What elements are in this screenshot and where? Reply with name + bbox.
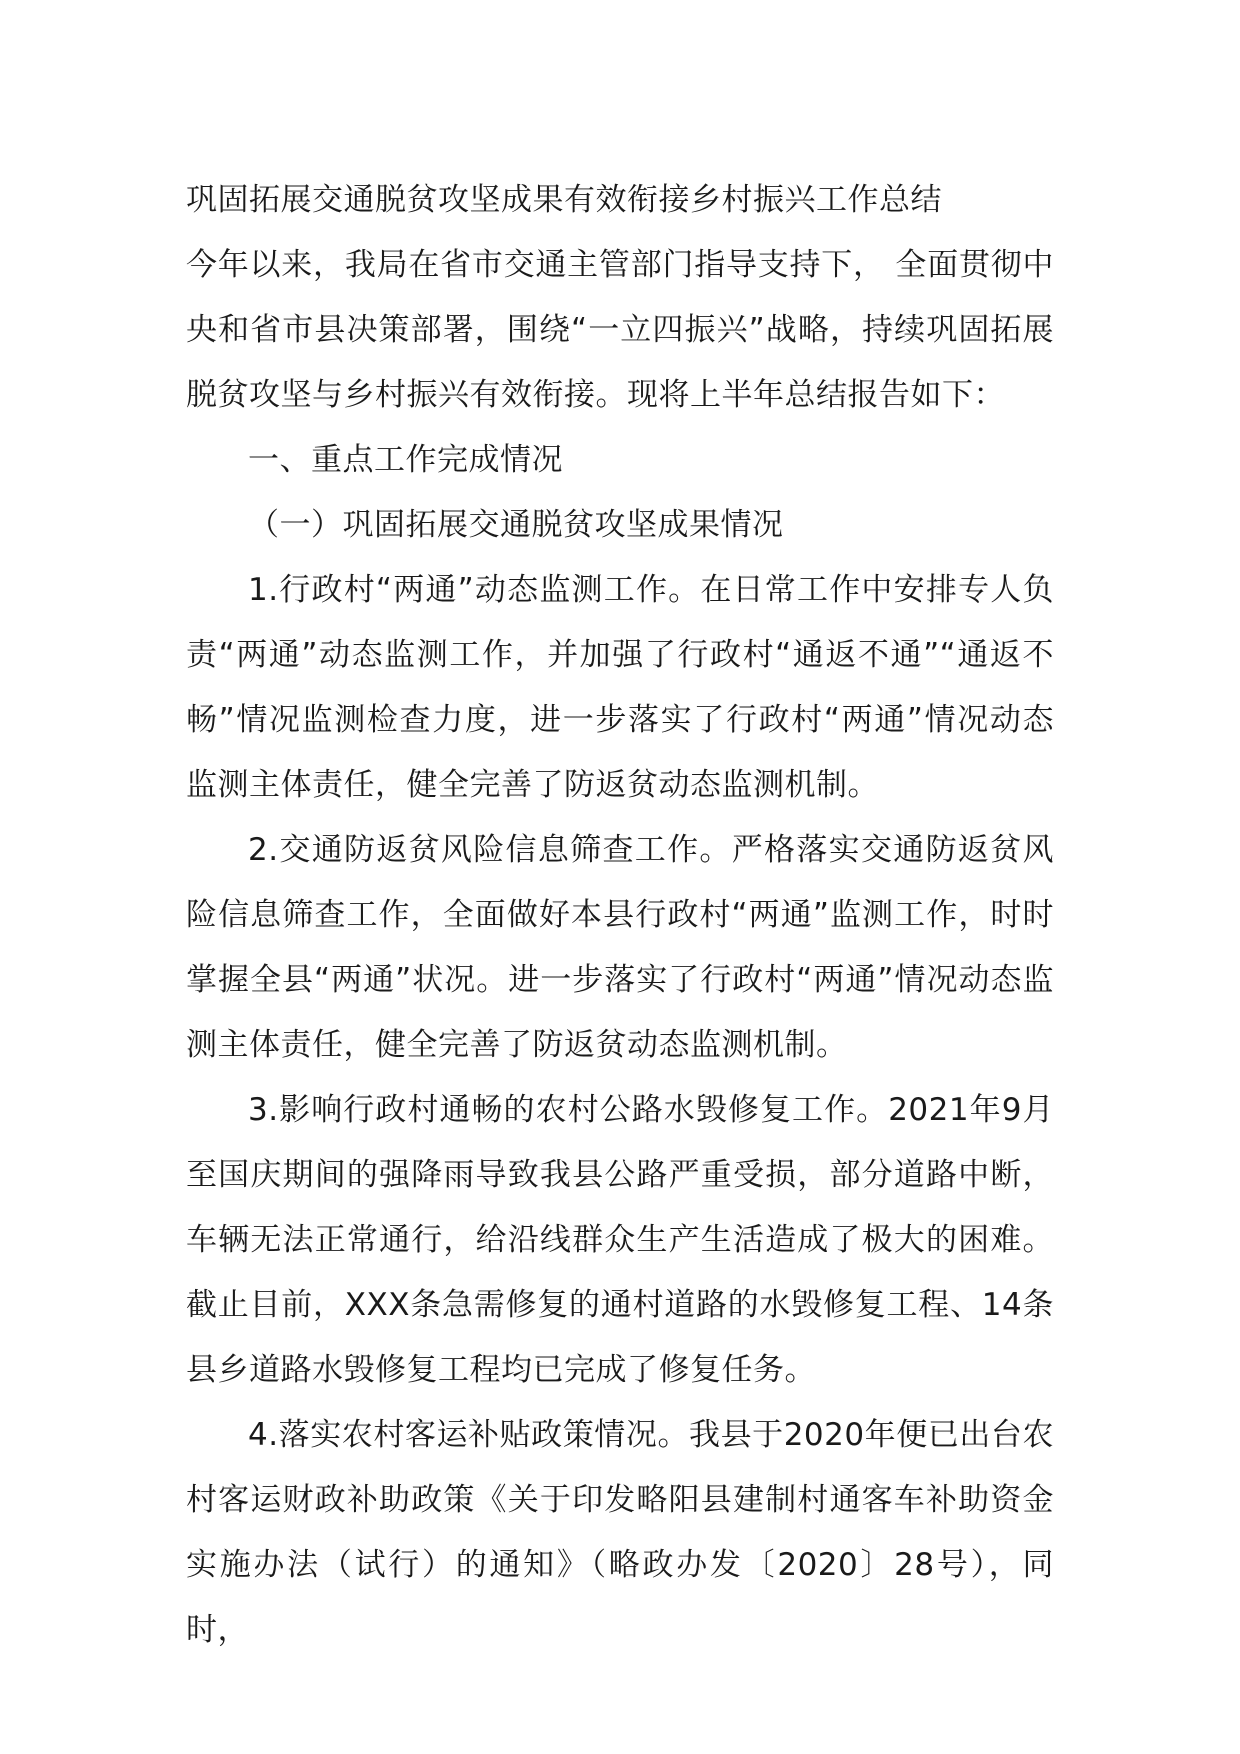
document-title: 巩固拓展交通脱贫攻坚成果有效衔接乡村振兴工作总结 xyxy=(186,182,942,218)
item-paragraph-2: 2.交通防返贫风险信息筛查工作。严格落实交通防返贫风险信息筛查工作，全面做好本县行政村“两通”监测工作，时时掌握全县“两通”状况。进一步落实了行政村“两通”情况动态监测主体责任，健全完善了防返贫动态监测机制。 xyxy=(186,832,1054,1063)
subsection-heading: （一）巩固拓展交通脱贫攻坚成果情况 xyxy=(248,507,784,543)
intro-paragraph: 今年以来，我局在省市交通主管部门指导支持下， 全面贯彻中央和省市县决策部署，围绕“一立四振兴”战略，持续巩固拓展脱贫攻坚与乡村振兴有效衔接。现将上半年总结报告如下： xyxy=(186,247,1054,413)
item-paragraph-1: 1.行政村“两通”动态监测工作。在日常工作中安排专人负责“两通”动态监测工作，并加强了行政村“通返不通”“通返不畅”情况监测检查力度，进一步落实了行政村“两通”情况动态监测主体责任，健全完善了防返贫动态监测机制。 xyxy=(186,572,1054,803)
document-body xyxy=(186,168,1054,1663)
item-paragraph-4: 4.落实农村客运补贴政策情况。我县于2020年便已出台农村客运财政补助政策《关于印发略阳县建制村通客车补助资金实施办法（试行）的通知》（略政办发〔2020〕28号），同时， xyxy=(186,1417,1054,1648)
section-heading: 一、重点工作完成情况 xyxy=(248,442,563,478)
item-paragraph-3: 3.影响行政村通畅的农村公路水毁修复工作。2021年9月至国庆期间的强降雨导致我县公路严重受损，部分道路中断，车辆无法正常通行，给沿线群众生产生活造成了极大的困难。截止目前，XXX条急需修复的通村道路的水毁修复工程、14条县乡道路水毁修复工程均已完成了修复任务。 xyxy=(186,1092,1054,1388)
